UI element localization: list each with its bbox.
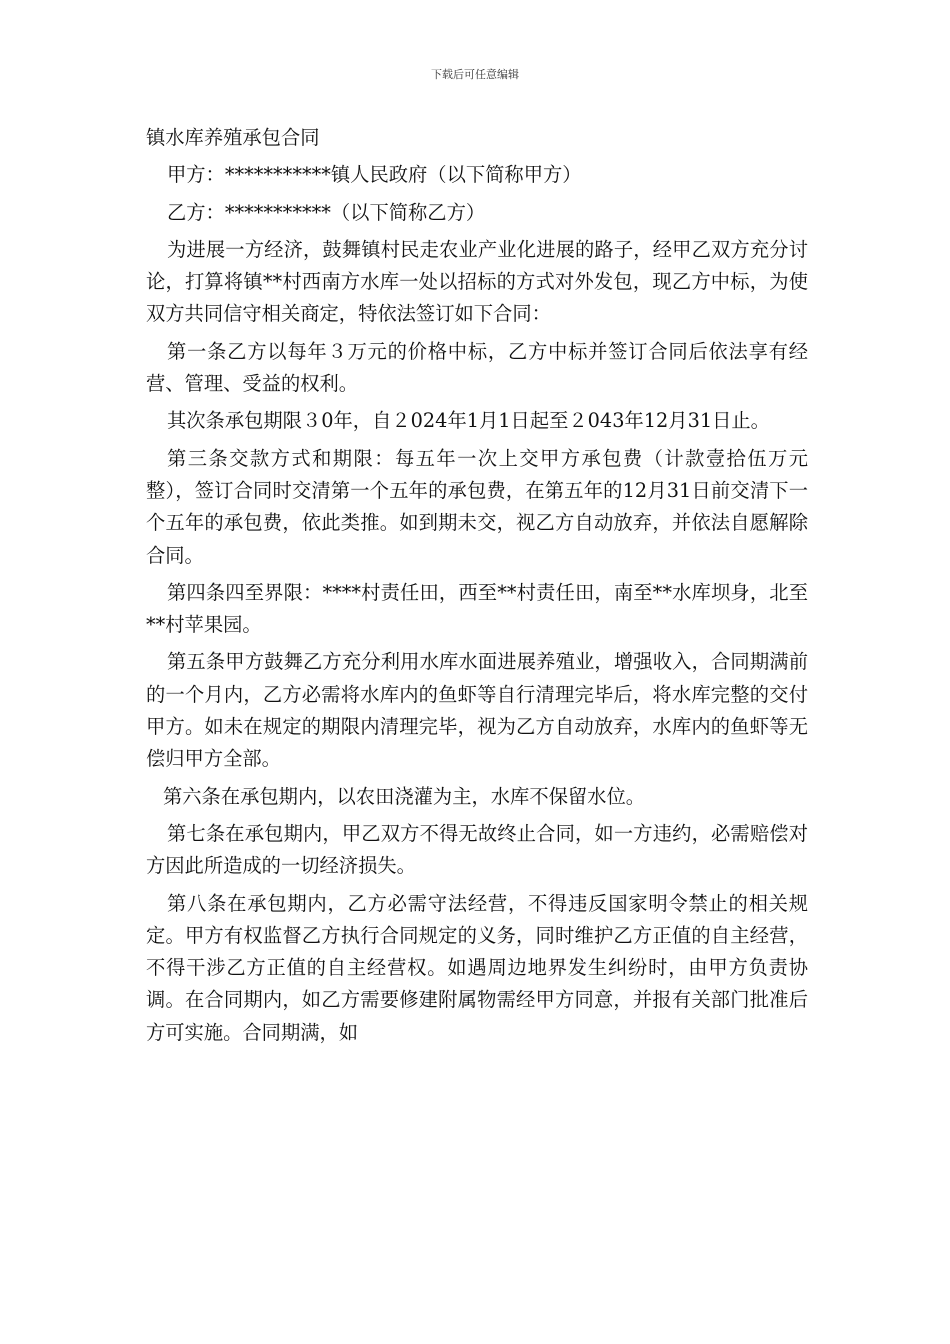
article-7-paragraph: 第七条在承包期内，甲乙双方不得无故终止合同，如一方违约，必需赔偿对方因此所造成的一切经济损失。	[146, 821, 808, 878]
article-2-paragraph: 其次条承包期限３0年，自２024年1月1日起至２043年12月31日止。	[167, 409, 770, 433]
article-3-paragraph: 第三条交款方式和期限：每五年一次上交甲方承包费（计款壹拾伍万元整），签订合同时交清第一个五年的承包费，在第五年的12月31日前交清下一个五年的承包费，依此类推。如到期未交，视乙方自动放弃，并依法自愿解除合同。	[146, 446, 808, 567]
preamble-paragraph: 为进展一方经济，鼓舞镇村民走农业产业化进展的路子，经甲乙双方充分讨论，打算将镇**村西南方水库一处以招标的方式对外发包，现乙方中标，为使双方共同信守相关商定，特依法签订如下合同：	[146, 237, 808, 326]
article-5-paragraph: 第五条甲方鼓舞乙方充分利用水库水面进展养殖业，增强收入，合同期满前的一个月内，乙方必需将水库内的鱼虾等自行清理完毕后，将水库完整的交付甲方。如未在规定的期限内清理完毕，视为乙方自动放弃，水库内的鱼虾等无偿归甲方全部。	[146, 650, 808, 771]
article-1-paragraph: 第一条乙方以每年３万元的价格中标，乙方中标并签订合同后依法享有经营、管理、受益的权利。	[146, 339, 808, 396]
article-8-paragraph: 第八条在承包期内，乙方必需守法经营，不得违反国家明令禁止的相关规定。甲方有权监督乙方执行合同规定的义务，同时维护乙方正值的自主经营，不得干涉乙方正值的自主经营权。如遇周边地界发生纠纷时，由甲方负责协调。在合同期内，如乙方需要修建附属物需经甲方同意，并报有关部门批准后方可实施。合同期满，如	[146, 891, 808, 1044]
contract-body	[146, 122, 808, 1054]
article-4-paragraph: 第四条四至界限：****村责任田，西至**村责任田，南至**水库坝身，北至**村苹果园。	[146, 580, 808, 637]
page-header-note: 下载后可任意编辑	[431, 68, 519, 81]
article-6-paragraph: 第六条在承包期内，以农田浇灌为主，水库不保留水位。	[163, 784, 646, 808]
party-b-line: 乙方：***********（以下简称乙方）	[167, 200, 486, 224]
party-a-line: 甲方：***********镇人民政府（以下简称甲方）	[167, 163, 582, 187]
document-title: 镇水库养殖承包合同	[146, 126, 320, 149]
